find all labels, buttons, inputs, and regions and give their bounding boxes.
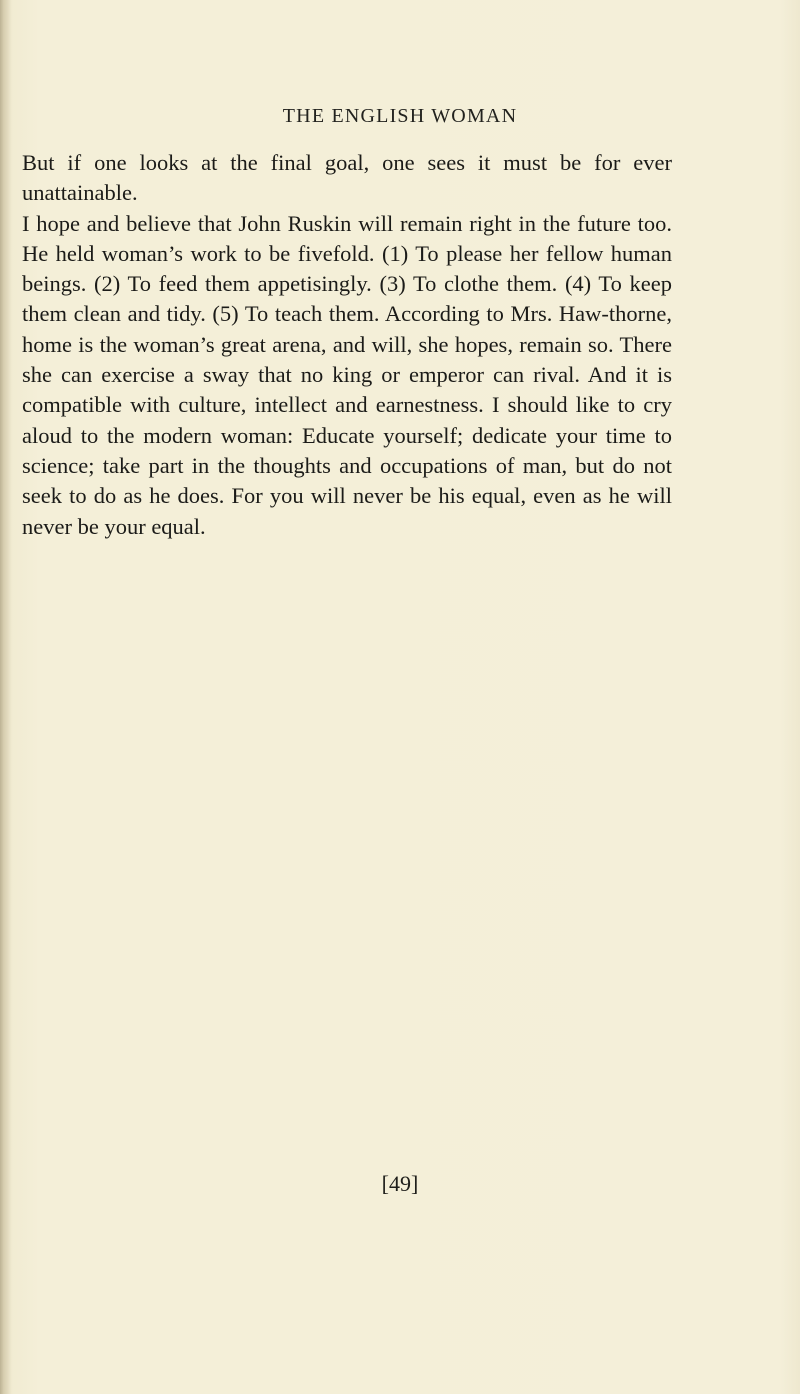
page-number: [49] <box>381 1171 419 1196</box>
running-head: THE ENGLISH WOMAN <box>282 105 518 127</box>
paragraph-1: But if one looks at the final goal, one sees it must be for ever unattainable. <box>22 150 672 206</box>
body-text <box>22 148 672 542</box>
paragraph-2: I hope and believe that John Ruskin will remain right in the future too. He held woman’s work to be fivefold. (1) To please her fellow human beings. (2) To feed them appetisingly. (3) To clothe them. (4) To keep them clean and tidy. (5) To teach them. According to Mrs. Haw-thorne, home is the woman’s great arena, and will, she hopes, remain so. There she can exercise a sway that no king or emperor can rival. And it is compatible with culture, intellect and earnestness. I should like to cry aloud to the modern woman: Educate yourself; dedicate your time to science; take part in the thoughts and occupations of man, but do not seek to do as he does. For you will never be his equal, even as he will never be your equal. <box>22 210 672 539</box>
